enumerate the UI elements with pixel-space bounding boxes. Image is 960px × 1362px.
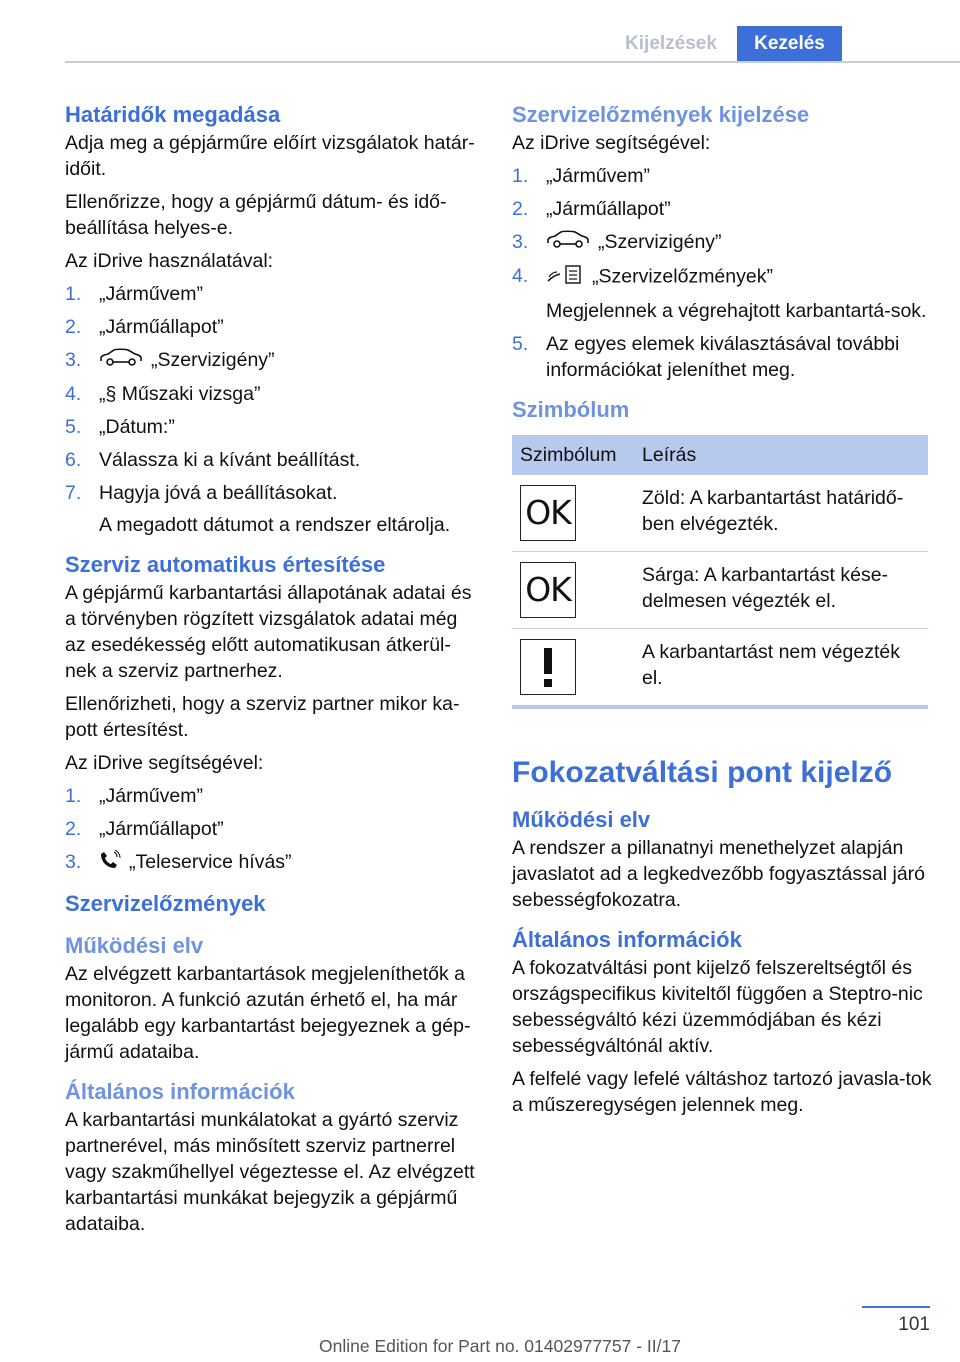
exclamation-red-symbol-icon <box>520 639 576 695</box>
steps-list-kijelzes <box>512 163 932 383</box>
tab-kijelzesek[interactable]: Kijelzések <box>625 33 717 54</box>
step-note: A megadott dátumot a rendszer eltárolja. <box>99 514 451 537</box>
list-item <box>65 480 480 538</box>
step-number: 3. <box>512 231 529 253</box>
table-header-symbol: Szimbólum <box>512 435 634 475</box>
step-number: 6. <box>65 449 82 472</box>
subsection-title-altalanos: Általános információk <box>512 927 742 953</box>
step-text: „Járműállapot” <box>99 818 224 841</box>
paragraph: A gépjármű karbantartási állapotának adatai és a törvényben rögzített vizsgálatok adatai még az esedékesség előtt automatikusan átkerül-nek a szerviz partnerhez. <box>65 582 472 683</box>
paragraph: A felfelé vagy lefelé váltáshoz tartozó javasla-tok a műszeregységen jelennek meg. <box>512 1068 932 1117</box>
service-history-icon <box>546 263 584 292</box>
table-row <box>512 552 928 629</box>
paragraph: Ellenőrizheti, hogy a szerviz partner mikor ka-pott értesítést. <box>65 693 460 742</box>
step-number: 1. <box>65 785 82 808</box>
symbol-label: OK <box>525 570 571 610</box>
paragraph: Az iDrive használatával: <box>65 250 274 272</box>
car-icon <box>99 347 143 374</box>
step-text: „§ Műszaki vizsga” <box>99 383 261 406</box>
list-item <box>65 849 480 876</box>
step-text: „Járműállapot” <box>546 198 671 220</box>
paragraph: A karbantartási munkálatokat a gyártó szerviz partnerével, más minősített szerviz partnerrel vagy szakműhellyel végeztesse el. Az elvégzett karbantartási munkákat bejegyzik a gépjármű adataiba. <box>65 1108 475 1235</box>
step-text: „Járművem” <box>99 283 204 305</box>
section-title-szimbolum: Szimbólum <box>512 397 630 423</box>
chapter-title-fokozatvaltasi: Fokozatváltási pont kijelző <box>512 756 893 790</box>
subsection-title-altalanos: Általános információk <box>65 1078 295 1104</box>
step-number: 5. <box>512 333 529 356</box>
paragraph: Az elvégzett karbantartások megjeleníthetők a monitoron. A funkció azután érhető el, ha már legalább egy karbantartást bejegyeznek a gép-jármű adataiba. <box>65 962 471 1063</box>
list-item <box>512 196 932 222</box>
step-text: „Szervizigény” <box>598 231 722 253</box>
table-cell-description: A karbantartást nem végezték el. <box>634 629 928 708</box>
list-item <box>512 229 932 256</box>
ok-green-symbol-icon <box>520 485 576 541</box>
header-divider <box>65 61 960 63</box>
subsection-title-mukodesi-elv: Működési elv <box>65 932 204 958</box>
section-title-hataridok: Határidők megadása <box>65 102 281 127</box>
table-row <box>512 475 928 552</box>
step-number: 2. <box>65 316 82 338</box>
page-number: 101 <box>898 1314 930 1335</box>
list-item <box>65 783 480 809</box>
step-number: 2. <box>65 818 82 841</box>
paragraph: Az iDrive segítségével: <box>512 132 711 154</box>
list-item <box>65 314 480 340</box>
list-item <box>512 163 932 189</box>
step-text: „Dátum:” <box>99 416 175 439</box>
list-item <box>65 381 480 407</box>
step-number: 7. <box>65 482 82 505</box>
step-number: 4. <box>512 265 529 288</box>
section-title-szervizelozmenyek: Szervizelőzmények <box>65 890 266 916</box>
table-cell-description: Zöld: A karbantartást határidő-ben elvégezték. <box>634 475 928 552</box>
list-item <box>512 331 932 383</box>
footer-divider <box>862 1306 930 1308</box>
left-column <box>65 100 480 1244</box>
table-cell-description: Sárga: A karbantartást kése-delmesen végezték el. <box>634 552 928 629</box>
steps-list-ertesites <box>65 783 480 876</box>
step-text: „Járműállapot” <box>99 316 224 338</box>
table-header-row <box>512 435 928 475</box>
page-header <box>0 0 960 62</box>
list-item <box>65 414 480 440</box>
car-icon <box>546 229 590 256</box>
list-item <box>512 263 932 324</box>
step-text: Válassza ki a kívánt beállítást. <box>99 449 361 472</box>
step-text: „Járművem” <box>546 165 651 187</box>
step-number: 4. <box>65 383 82 406</box>
list-item <box>65 816 480 842</box>
step-number: 2. <box>512 198 529 220</box>
section-title-szerviz-ertesites: Szerviz automatikus értesítése <box>65 552 386 578</box>
step-text: „Járművem” <box>99 785 204 808</box>
step-number: 1. <box>65 283 82 305</box>
steps-list-hataridok <box>65 281 480 538</box>
step-text: „Teleservice hívás” <box>129 851 292 874</box>
right-column <box>512 100 932 1125</box>
list-item <box>65 281 480 307</box>
tab-kezeles[interactable]: Kezelés <box>737 26 842 62</box>
edition-note: Online Edition for Part no. 01402977757 - II/17 <box>319 1336 681 1356</box>
ok-yellow-symbol-icon <box>520 562 576 618</box>
list-item <box>65 447 480 473</box>
teleservice-phone-icon <box>99 850 121 877</box>
section-title-szervizelozmenyek-kijelzese: Szervizelőzmények kijelzése <box>512 102 810 127</box>
page-footer <box>0 1300 960 1362</box>
step-note: Megjelennek a végrehajtott karbantartá-sok. <box>546 300 927 323</box>
step-text: „Szervizelőzmények” <box>592 266 773 288</box>
paragraph: A rendszer a pillanatnyi menethelyzet alapján javaslatot ad a legkedvezőbb fogyasztással járó sebességfokozatra. <box>512 837 926 912</box>
table-header-description: Leírás <box>634 435 928 475</box>
step-number: 5. <box>65 416 82 439</box>
subsection-title-mukodesi-elv: Működési elv <box>512 807 651 833</box>
paragraph: Az iDrive segítségével: <box>65 752 264 775</box>
table-row <box>512 629 928 708</box>
paragraph: Adja meg a gépjárműre előírt vizsgálatok határ-időit. <box>65 132 475 180</box>
step-text: Hagyja jóvá a beállításokat. <box>99 482 338 505</box>
symbol-label: OK <box>525 493 571 533</box>
step-text: Az egyes elemek kiválasztásával további információkat jeleníthet meg. <box>546 333 900 382</box>
step-number: 3. <box>65 349 82 371</box>
step-number: 3. <box>65 851 82 874</box>
step-text: „Szervizigény” <box>151 349 275 371</box>
list-item <box>65 347 480 374</box>
paragraph: A fokozatváltási pont kijelző felszereltségtől és országspecifikus kiviteltől függően a Steptro-nic sebességváltó kézi üzemmódjában és kézi sebességváltónál aktív. <box>512 957 923 1058</box>
paragraph: Ellenőrizze, hogy a gépjármű dátum- és idő-beállítása helyes-e. <box>65 191 447 239</box>
symbol-table <box>512 435 928 709</box>
step-number: 1. <box>512 165 529 187</box>
